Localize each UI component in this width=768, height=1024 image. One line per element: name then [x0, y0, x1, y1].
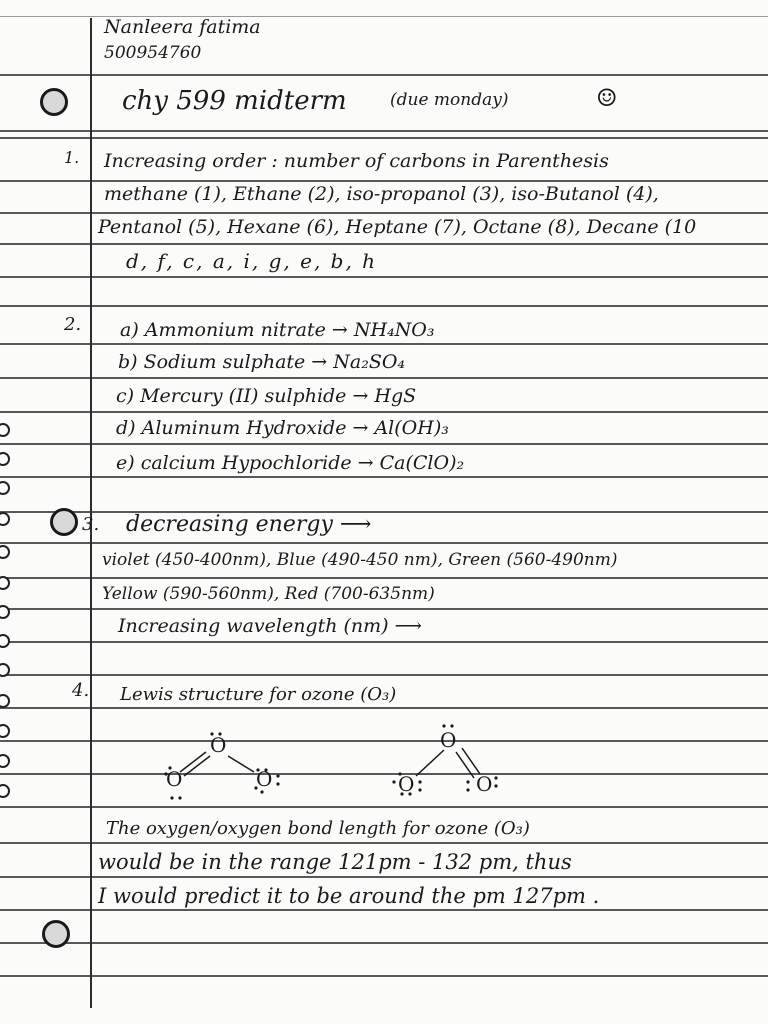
- ruled-line: [0, 443, 768, 445]
- spiral-mark: [0, 545, 10, 559]
- question-number: 3.: [82, 514, 100, 535]
- ruled-line: [0, 180, 768, 182]
- q2-item: e) calcium Hypochloride → Ca(ClO)₂: [116, 452, 465, 474]
- margin-line: [90, 18, 92, 1008]
- oxygen-atom: O: [256, 767, 273, 791]
- ruled-line: [0, 276, 768, 278]
- ruled-line: [0, 876, 768, 878]
- q2-item: d) Aluminum Hydroxide → Al(OH)₃: [116, 417, 449, 439]
- question-number: 4.: [72, 680, 90, 701]
- q3-heading: decreasing energy ⟶: [126, 512, 372, 537]
- q3-line: violet (450-400nm), Blue (490-450 nm), Green (560-490nm): [102, 550, 618, 570]
- question-number: 2.: [64, 314, 82, 335]
- oxygen-atom: O: [210, 733, 227, 757]
- ruled-line: [0, 975, 768, 977]
- ruled-line: [0, 212, 768, 214]
- question-number: 1.: [64, 148, 80, 167]
- spiral-mark: [0, 634, 10, 648]
- ruled-line: [0, 707, 768, 709]
- ruled-line: [0, 243, 768, 245]
- spiral-mark: [0, 724, 10, 738]
- spiral-mark: [0, 605, 10, 619]
- ruled-line: [0, 674, 768, 676]
- oxygen-atom: O: [398, 772, 415, 796]
- spiral-mark: [0, 512, 10, 526]
- ruled-line: [0, 130, 768, 132]
- ruled-line: [0, 305, 768, 307]
- ruled-line: [0, 909, 768, 911]
- q3-line: Increasing wavelength (nm) ⟶: [118, 615, 422, 637]
- ruled-line: [0, 542, 768, 544]
- spiral-mark: [0, 576, 10, 590]
- spiral-mark: [0, 481, 10, 495]
- ruled-line: [0, 577, 768, 579]
- oxygen-atom: O: [440, 728, 457, 752]
- spiral-mark: [0, 452, 10, 466]
- q2-item: a) Ammonium nitrate → NH₄NO₃: [120, 319, 435, 341]
- ruled-line: [0, 74, 768, 76]
- spiral-mark: [0, 784, 10, 798]
- binder-hole: [40, 88, 68, 116]
- ruled-line: [0, 641, 768, 643]
- binder-hole: [42, 920, 70, 948]
- ruled-line: [0, 842, 768, 844]
- q1-line: Pentanol (5), Hexane (6), Heptane (7), Octane (8), Decane (10: [98, 216, 697, 238]
- q1-answer: d, f, c, a, i, g, e, b, h: [126, 249, 378, 273]
- student-name: Nanleera fatima: [104, 16, 261, 38]
- ruled-line: [0, 942, 768, 944]
- ruled-line: [0, 343, 768, 345]
- q1-line: methane (1), Ethane (2), iso-propanol (3), iso-Butanol (4),: [104, 183, 659, 205]
- spiral-mark: [0, 754, 10, 768]
- student-id: 500954760: [104, 43, 202, 63]
- q2-item: b) Sodium sulphate → Na₂SO₄: [118, 351, 406, 373]
- ruled-line: [0, 377, 768, 379]
- q1-heading: Increasing order : number of carbons in Parenthesis: [104, 150, 609, 172]
- page-title: chy 599 midterm: [122, 86, 347, 116]
- oxygen-atom: O: [476, 772, 493, 796]
- spiral-mark: [0, 694, 10, 708]
- q3-line: Yellow (590-560nm), Red (700-635nm): [102, 584, 435, 604]
- due-note: (due monday): [390, 90, 509, 110]
- q4-answer-line: I would predict it to be around the pm 127pm .: [98, 884, 600, 908]
- ruled-line: [0, 411, 768, 413]
- spiral-mark: [0, 423, 10, 437]
- q2-item: c) Mercury (II) sulphide → HgS: [116, 385, 417, 407]
- q4-answer-line: would be in the range 121pm - 132 pm, thus: [98, 850, 572, 874]
- oxygen-atom: O: [166, 767, 183, 791]
- q4-heading: Lewis structure for ozone (O₃): [120, 684, 397, 705]
- q4-answer-line: The oxygen/oxygen bond length for ozone (O₃): [106, 818, 530, 839]
- binder-hole: [50, 508, 78, 536]
- ruled-line: [0, 511, 768, 513]
- ruled-line: [0, 476, 768, 478]
- smiley-face: ☺: [596, 84, 618, 112]
- ruled-line: [0, 608, 768, 610]
- ruled-line: [0, 137, 768, 139]
